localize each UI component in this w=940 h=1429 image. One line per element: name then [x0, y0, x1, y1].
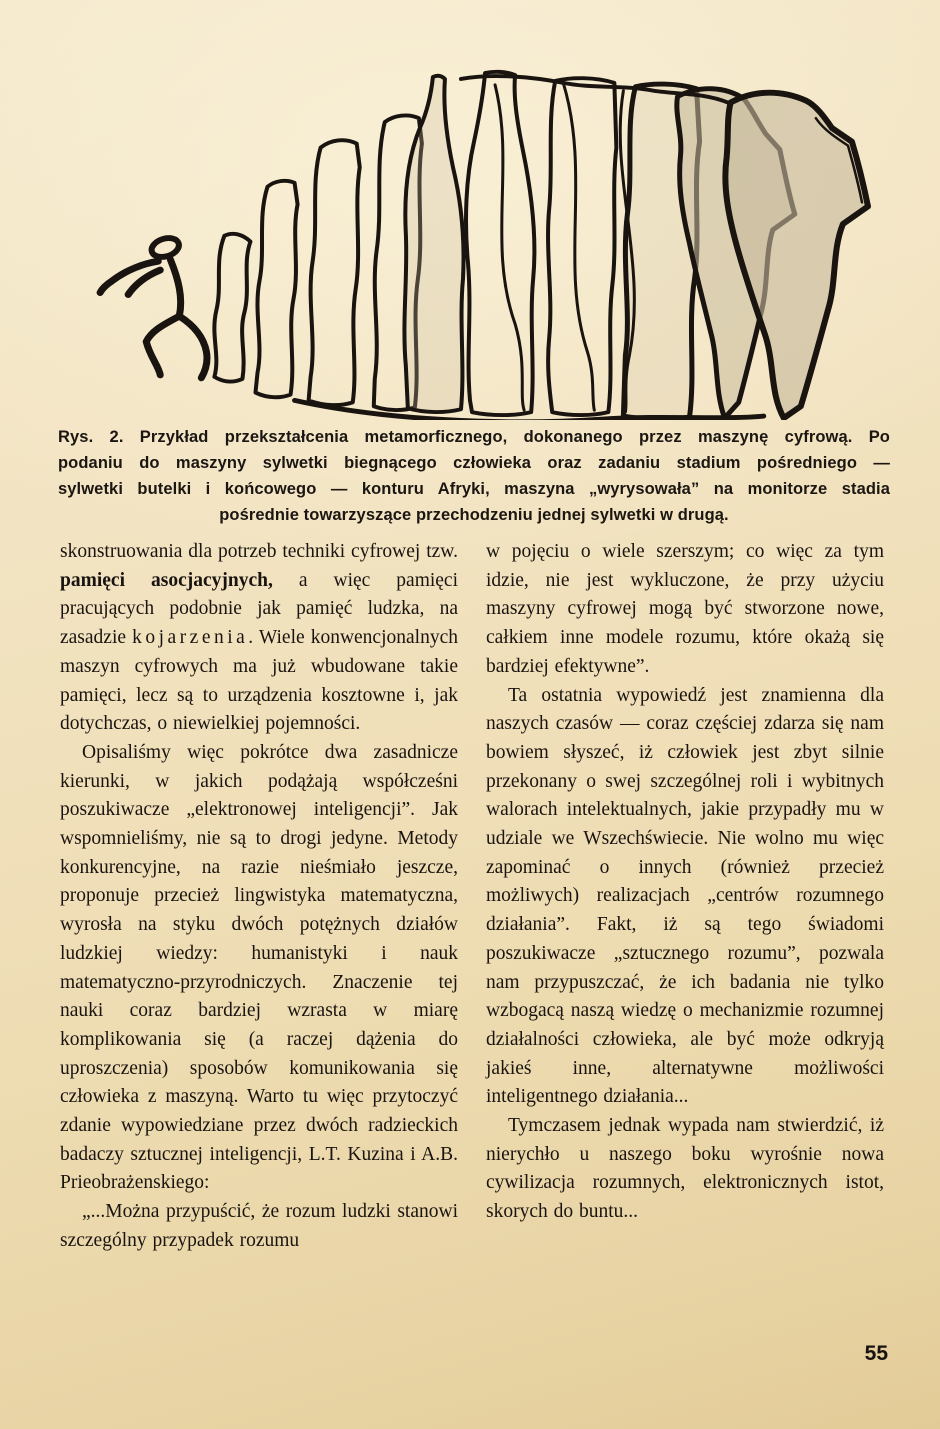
paragraph — [486, 682, 884, 1113]
text-segment-bold: pamięci asocjacyjnych, — [60, 569, 273, 591]
runner-silhouette — [100, 235, 207, 378]
text-segment: a więc pamięci pracujących podobnie jak pamięć ludzka, na zasadzie — [60, 569, 459, 649]
paragraph — [486, 1112, 884, 1227]
body-text — [60, 538, 884, 1256]
morph-contour-1 — [214, 234, 250, 382]
morph-contour-5 — [548, 78, 616, 415]
text-segment: . Wiele konwencjonalnych maszyn cyfrowych ma już wbudowane takie pamięci, lecz są to urządzenia kosztowne i, jak dotychczas, o niewielkiej pojemności. — [60, 627, 458, 735]
text-segment: w pojęciu o wiele szerszym; co więc za tym idzie, nie jest wykluczone, że przy użyciu maszyny cyfrowej mogą być stworzone nowe, całkiem inne modele rozumu, które okażą się bardziej efektywne”. — [486, 541, 884, 677]
paragraph — [60, 538, 458, 739]
caption-line: podaniu do maszyny sylwetki biegnącego człowieka oraz zadaniu stadium pośredniego — — [58, 454, 890, 472]
text-segment-spaced: kojarzenia — [132, 627, 249, 649]
right-column — [486, 538, 884, 1256]
paragraph — [486, 538, 884, 682]
figure-caption — [58, 424, 890, 528]
page-number: 55 — [864, 1342, 888, 1365]
text-segment: Opisaliśmy więc pokrótce dwa zasadnicze kierunki, w jakich podążają współcześni poszukiwacze „elektronowej inteligencji”. Jak wspomnieliśmy, nie są to drogi jedyne. Metody konkurencyjne, na razie nieśmiało jeszcze, proponuje przecież lingwistyka matematyczna, wyrosła na styku dwóch potężnych działów ludzkiej wiedzy: humanistyki i nauk matematyczno-przyrodniczych. Znaczenie tej nauki coraz bardziej wzrasta w miarę komplikowania się (a raczej dążenia do uproszczenia) sposobów komunikowania się człowieka z maszyną. Warto tu więc przytoczyć zdanie wypowiedziane przez dwóch radzieckich badaczy sztucznej inteligencji, L.T. Kuzina i A.B. Prieobrażenskiego: — [60, 741, 458, 1194]
paragraph — [60, 739, 458, 1198]
morph-crossline-2 — [563, 83, 594, 410]
text-segment: „...Można przypuścić, że rozum ludzki stanowi szczególny przypadek rozumu — [60, 1201, 458, 1251]
caption-line: Rys. 2. Przykład przekształcenia metamorficznego, dokonanego przez maszynę cyfrową. Po — [58, 428, 890, 446]
metamorphosis-figure — [62, 28, 874, 420]
bottle-contour — [404, 76, 463, 412]
text-segment: skonstruowania dla potrzeb techniki cyfrowej tzw. — [60, 541, 458, 562]
text-segment: Ta ostatnia wypowiedź jest znamienna dla naszych czasów — coraz częściej zdarza się nam bowiem słyszeć, iż człowiek jest zbyt silnie przekonany o swej szczególnej roli i wybitnych walorach intelektualnych, jakie przypadły mu w udziale we Wszechświecie. Nie wolno mu więc zapominać o innych (również przecież możliwych) realizacjach „centrów rozumnego działania”. Fakt, iż są tego świadomi poszukiwacze „sztucznego rozumu”, pozwala nam przypuszczać, że ich badania nie tylko wzbogacą naszą wiedzę o mechanizmie rozumnej działalności człowieka, ale być może odkryją jakieś inne, alternatywne możliwości inteligentnego działania... — [486, 684, 884, 1108]
caption-line: pośrednie towarzyszące przechodzeniu jednej sylwetki w drugą. — [219, 506, 729, 524]
caption-line: sylwetki butelki i końcowego — konturu Afryki, maszyna „wyrysowała” na monitorze stadia — [58, 480, 890, 498]
figure-metamorphosis — [62, 28, 874, 420]
text-segment: Tymczasem jednak wypada nam stwierdzić, iż nierychło u naszego boku wyrośnie nowa cywilizacja rozumnych, elektronicznych istot, skorych do buntu... — [486, 1115, 884, 1223]
paragraph — [60, 1198, 458, 1255]
morph-contour-2 — [255, 181, 297, 397]
left-column — [60, 538, 458, 1256]
morph-contour-3 — [309, 140, 360, 405]
